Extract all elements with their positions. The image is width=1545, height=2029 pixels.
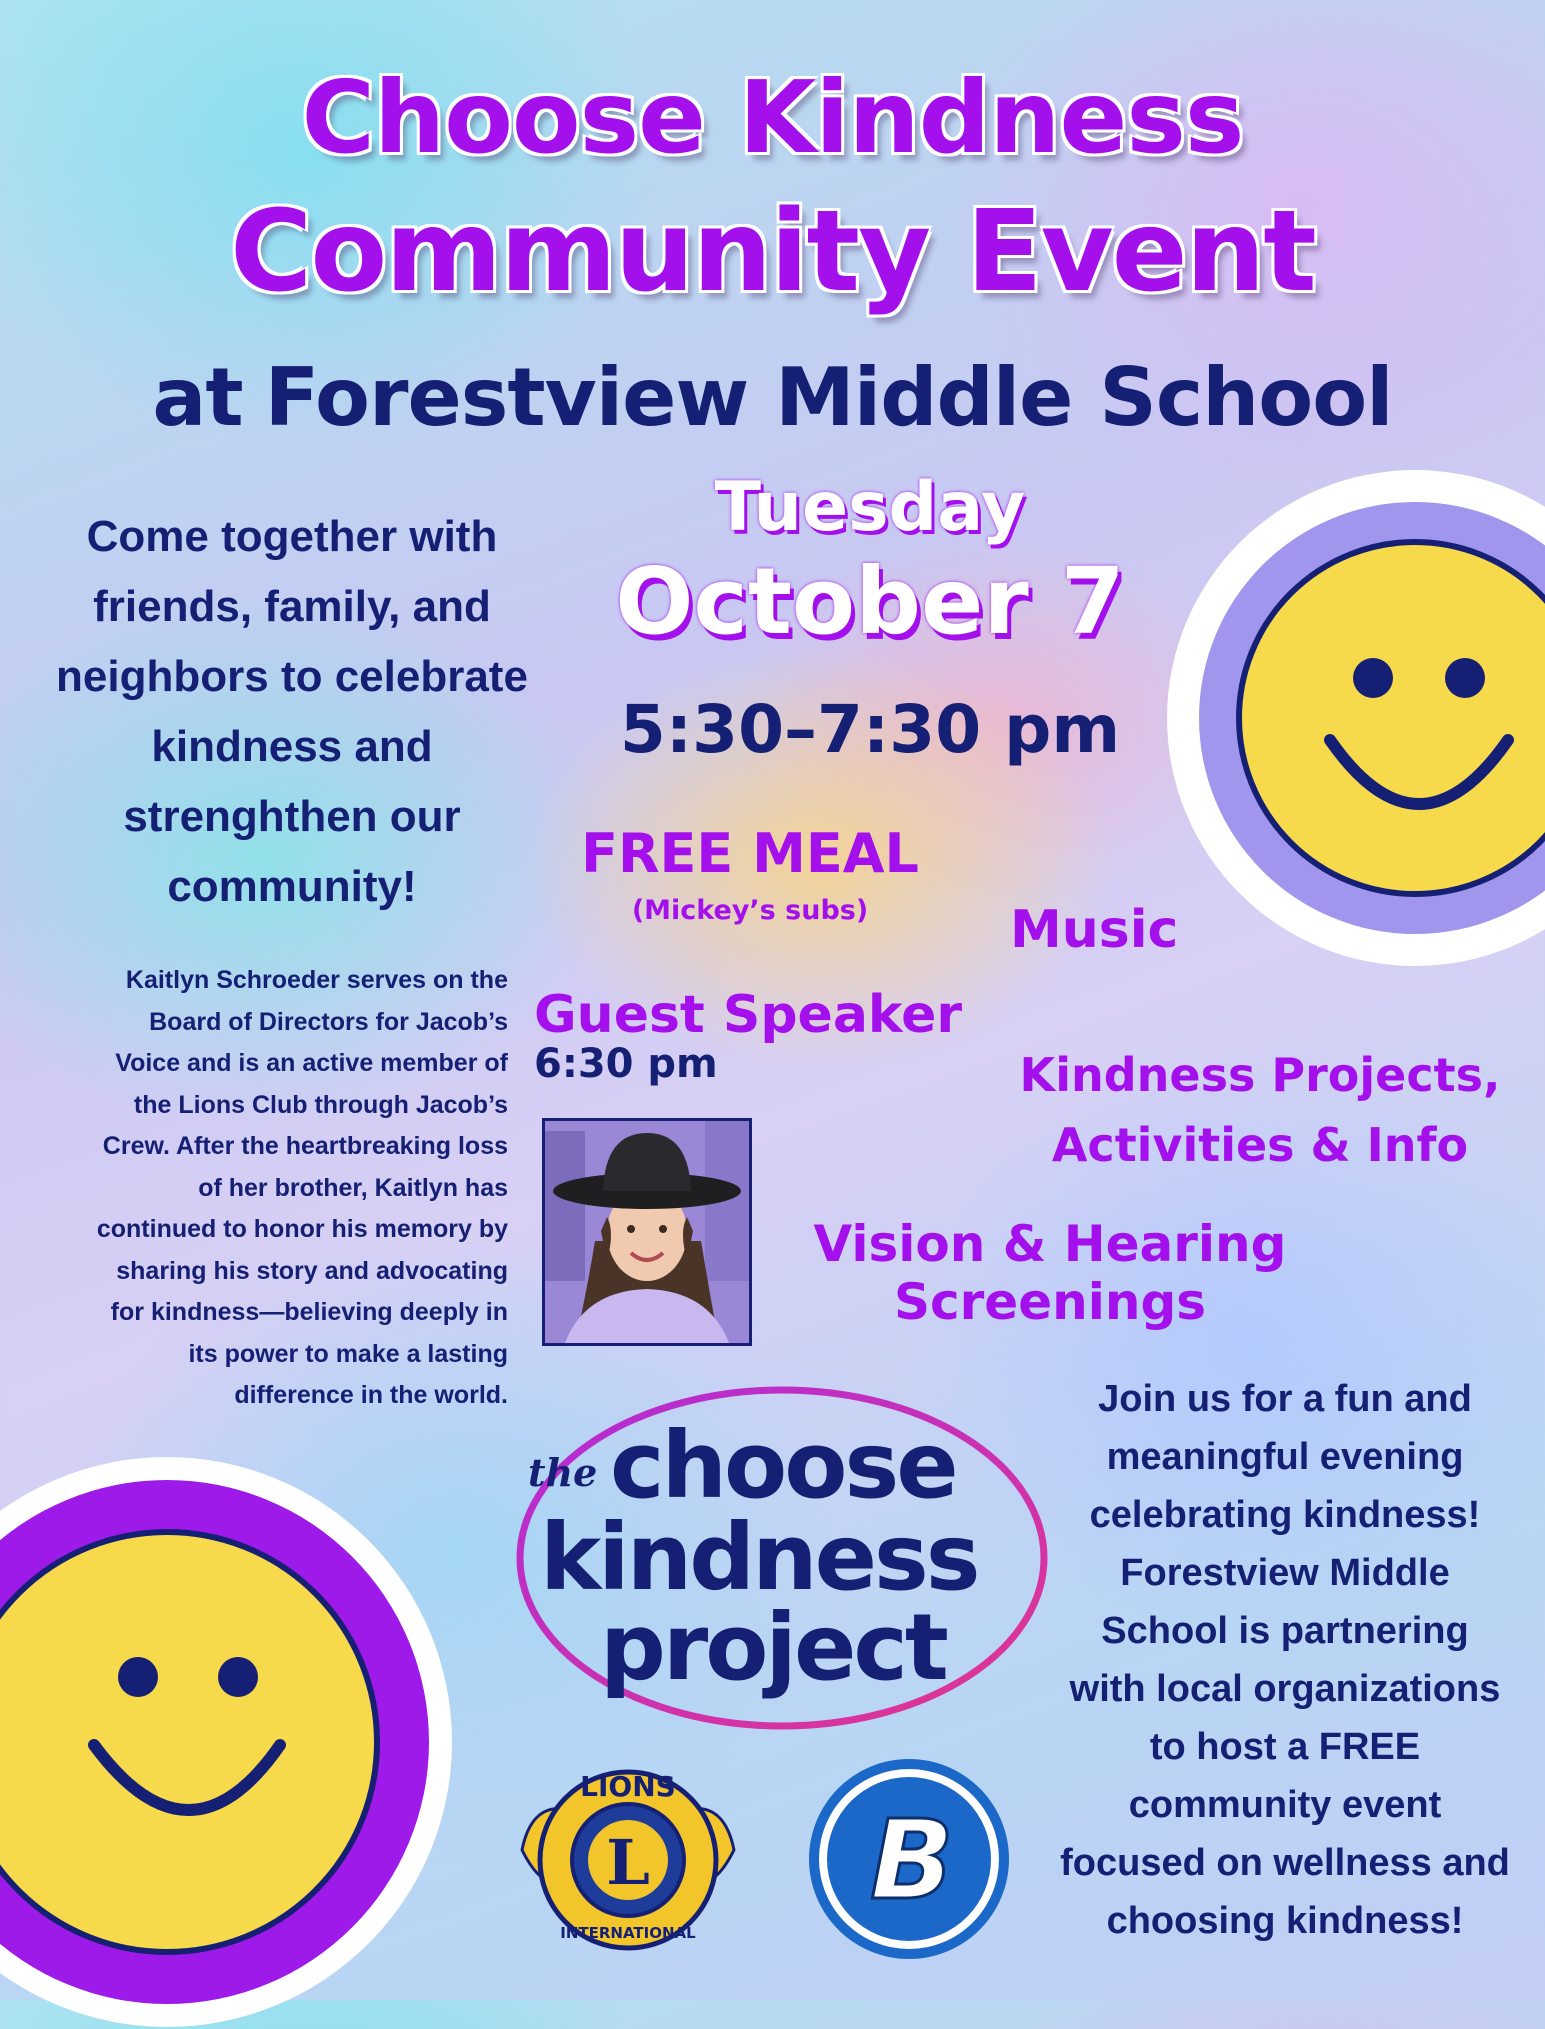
logo-kindness-text: kindness xyxy=(540,1504,978,1611)
event-time: 5:30–7:30 pm xyxy=(619,691,1121,768)
school-b-logo xyxy=(806,1756,1012,1962)
event-venue xyxy=(0,350,1545,446)
venue-at: at xyxy=(152,351,243,444)
bio-line: Voice and is an active member of xyxy=(115,1049,508,1077)
event-title-line1: Choose Kindness xyxy=(301,59,1244,176)
speaker-photo xyxy=(542,1118,752,1346)
bio-line: Crew. After the heartbreaking loss xyxy=(102,1132,508,1160)
bio-line: for kindness—believing deeply in xyxy=(110,1298,508,1326)
screenings-heading xyxy=(800,1215,1300,1331)
intro-line: Come together with xyxy=(86,512,498,561)
screenings-line: Vision & Hearing xyxy=(813,1215,1287,1273)
bio-line: continued to honor his memory by xyxy=(96,1215,508,1243)
join-line: Join us for a fun and xyxy=(1098,1378,1472,1420)
lions-top-text: LIONS xyxy=(580,1770,676,1803)
speaker-bio xyxy=(18,960,508,1417)
guest-speaker-heading: Guest Speaker xyxy=(534,985,963,1045)
bio-line: difference in the world. xyxy=(234,1381,508,1409)
kindness-projects-heading xyxy=(1010,1040,1510,1180)
join-line: community event xyxy=(1128,1784,1442,1826)
intro-line: neighbors to celebrate xyxy=(56,652,528,701)
intro-line: strenghthen our xyxy=(123,792,461,841)
speaker-portrait-illustration xyxy=(545,1121,749,1343)
free-meal-note: (Mickey’s subs) xyxy=(631,895,869,926)
bio-line: its power to make a lasting xyxy=(188,1339,508,1368)
join-line: focused on wellness and xyxy=(1060,1842,1510,1884)
join-line: School is partnering xyxy=(1101,1610,1469,1652)
lions-letter: L xyxy=(606,1826,650,1899)
logo-choose-text: choose xyxy=(610,1412,956,1519)
lions-bottom-text: INTERNATIONAL xyxy=(560,1924,696,1942)
join-line: Forestview Middle xyxy=(1120,1552,1450,1594)
lions-international-logo xyxy=(512,1760,744,1960)
event-date: October 7 xyxy=(615,548,1125,655)
join-us-text xyxy=(1040,1370,1530,1950)
join-line: meaningful evening xyxy=(1106,1436,1464,1478)
join-line: choosing kindness! xyxy=(1106,1900,1464,1942)
free-meal-heading: FREE MEAL xyxy=(581,822,919,885)
bio-line: the Lions Club through Jacob’s xyxy=(133,1090,508,1119)
projects-line: Kindness Projects, xyxy=(1019,1048,1501,1102)
logo-the-text: the xyxy=(528,1450,598,1495)
logo-project-text: project xyxy=(600,1594,946,1701)
intro-text xyxy=(22,502,562,922)
bio-line: Kaitlyn Schroeder serves on the xyxy=(125,966,508,994)
venue-name: Forestview Middle School xyxy=(264,351,1393,444)
bio-line: Board of Directors for Jacob’s xyxy=(149,1007,508,1036)
school-b-letter: B xyxy=(870,1796,954,1924)
bio-line: of her brother, Kaitlyn has xyxy=(198,1173,508,1202)
intro-line: kindness and xyxy=(151,722,433,771)
intro-line: community! xyxy=(167,862,417,911)
join-line: with local organizations xyxy=(1069,1668,1501,1710)
smiley-face-icon xyxy=(1165,468,1545,968)
event-day: Tuesday xyxy=(714,468,1026,547)
smiley-face-icon xyxy=(0,1455,454,2029)
music-heading: Music xyxy=(1010,900,1179,960)
projects-line: Activities & Info xyxy=(1051,1118,1469,1172)
join-line: celebrating kindness! xyxy=(1089,1494,1481,1536)
join-line: to host a FREE xyxy=(1149,1726,1421,1768)
bio-line: sharing his story and advocating xyxy=(116,1256,508,1285)
event-title-line2: Community Event xyxy=(230,187,1315,317)
intro-line: friends, family, and xyxy=(93,582,491,631)
guest-speaker-time: 6:30 pm xyxy=(534,1041,718,1087)
screenings-line: Screenings xyxy=(893,1273,1206,1331)
